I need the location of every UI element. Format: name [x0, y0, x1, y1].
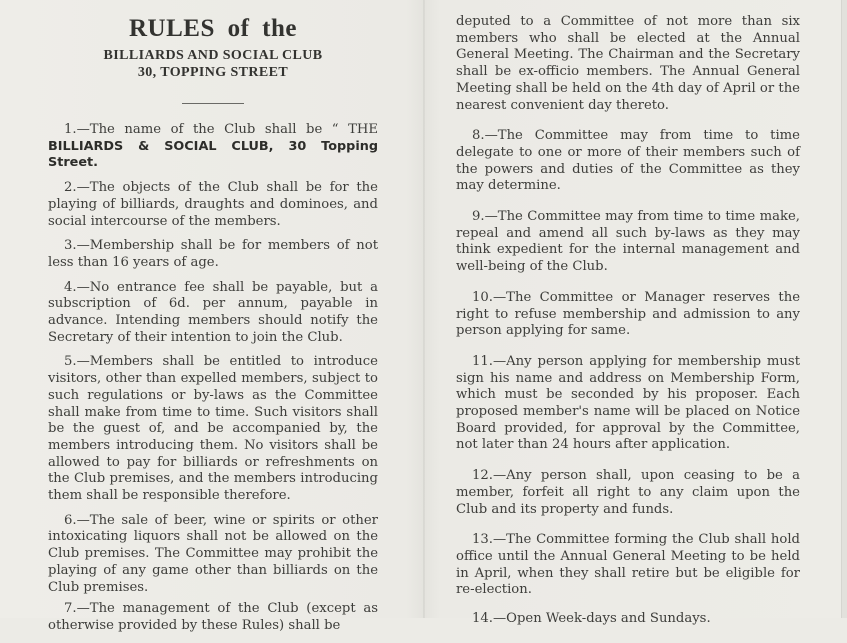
left-page — [48, 0, 378, 643]
rule-8: 8.—The Committee may from time to time delegate to one or more of their members such of the powers and duties of the Committee as they may determine. — [456, 128, 800, 194]
rule-3: 3.—Membership shall be for members of not less than 16 years of age. — [48, 238, 378, 270]
rule-9: 9.—The Committee may from time to time make, repeal and amend all such by-laws as they may think expedient for the internal management and well-being of the Club. — [456, 209, 800, 275]
rule-1-text: 1.—The name of the Club shall be “ THE — [64, 122, 378, 137]
rule-7: 7.—The management of the Club (except as otherwise provided by these Rules) shall be — [48, 601, 378, 633]
rule-14: 14.—Open Week-days and Sundays. — [472, 611, 711, 627]
rule-11: 11.—Any person applying for membership must sign his name and address on Membership Form, which must be seconded by his proposer. Each proposed member's name will be placed on Notice Board provided, for approval by the Committee, not later than 24 hours after application. — [456, 353, 800, 453]
rule-13: 13.—The Committee forming the Club shall hold office until the Annual General Meeting to be held in April, when they shall retire but be eligible for re-election. — [456, 532, 800, 598]
rule-7-continuation: deputed to a Committee of not more than six members who shall be elected at the Annual General Meeting. The Chairman and the Secretary shall be ex-officio members. The Annual General Meeting shall be held on the 4th day of April or the nearest convenient day thereto. — [456, 14, 800, 113]
page-fold — [423, 0, 425, 618]
rule-1-club-name: BILLIARDS & SOCIAL CLUB, 30 Topping Street. — [48, 138, 378, 171]
rule-2: 2.—The objects of the Club shall be for the playing of billiards, draughts and dominoes, and social intercourse of the members. — [48, 180, 378, 229]
title-divider — [182, 103, 244, 104]
club-name: BILLIARDS AND SOCIAL CLUB — [103, 48, 323, 63]
paper-edge — [841, 0, 847, 618]
document-title: RULES of the — [128, 15, 297, 42]
rule-10: 10.—The Committee or Manager reserves the right to refuse membership and admission to any person applying for same. — [456, 289, 800, 339]
rule-6: 6.—The sale of beer, wine or spirits or other intoxicating liquors shall not be allowed on the Club premises. The Committee may prohibit the playing of any game other than billiards on the Club premises. — [48, 512, 378, 595]
rule-1 — [48, 122, 378, 172]
club-address: 30, TOPPING STREET — [137, 65, 289, 80]
rule-5: 5.—Members shall be entitled to introduce visitors, other than expelled members, subject to such regulations or by-laws as the Committee shall make from time to time. Such visitors shall be the guest of, and be accompanied by, the members introducing them. No visitors shall be allowed to pay for billiards or refreshments on the Club premises, and the members introducing them shall be responsible therefore. — [48, 354, 378, 504]
rule-12: 12.—Any person shall, upon ceasing to be a member, forfeit all right to any claim upon the Club and its property and funds. — [456, 468, 800, 517]
right-page — [456, 14, 800, 636]
rule-4: 4.—No entrance fee shall be payable, but a subscription of 6d. per annum, payable in advance. Intending members should notify the Secretary of their intention to join the Club. — [48, 279, 378, 345]
